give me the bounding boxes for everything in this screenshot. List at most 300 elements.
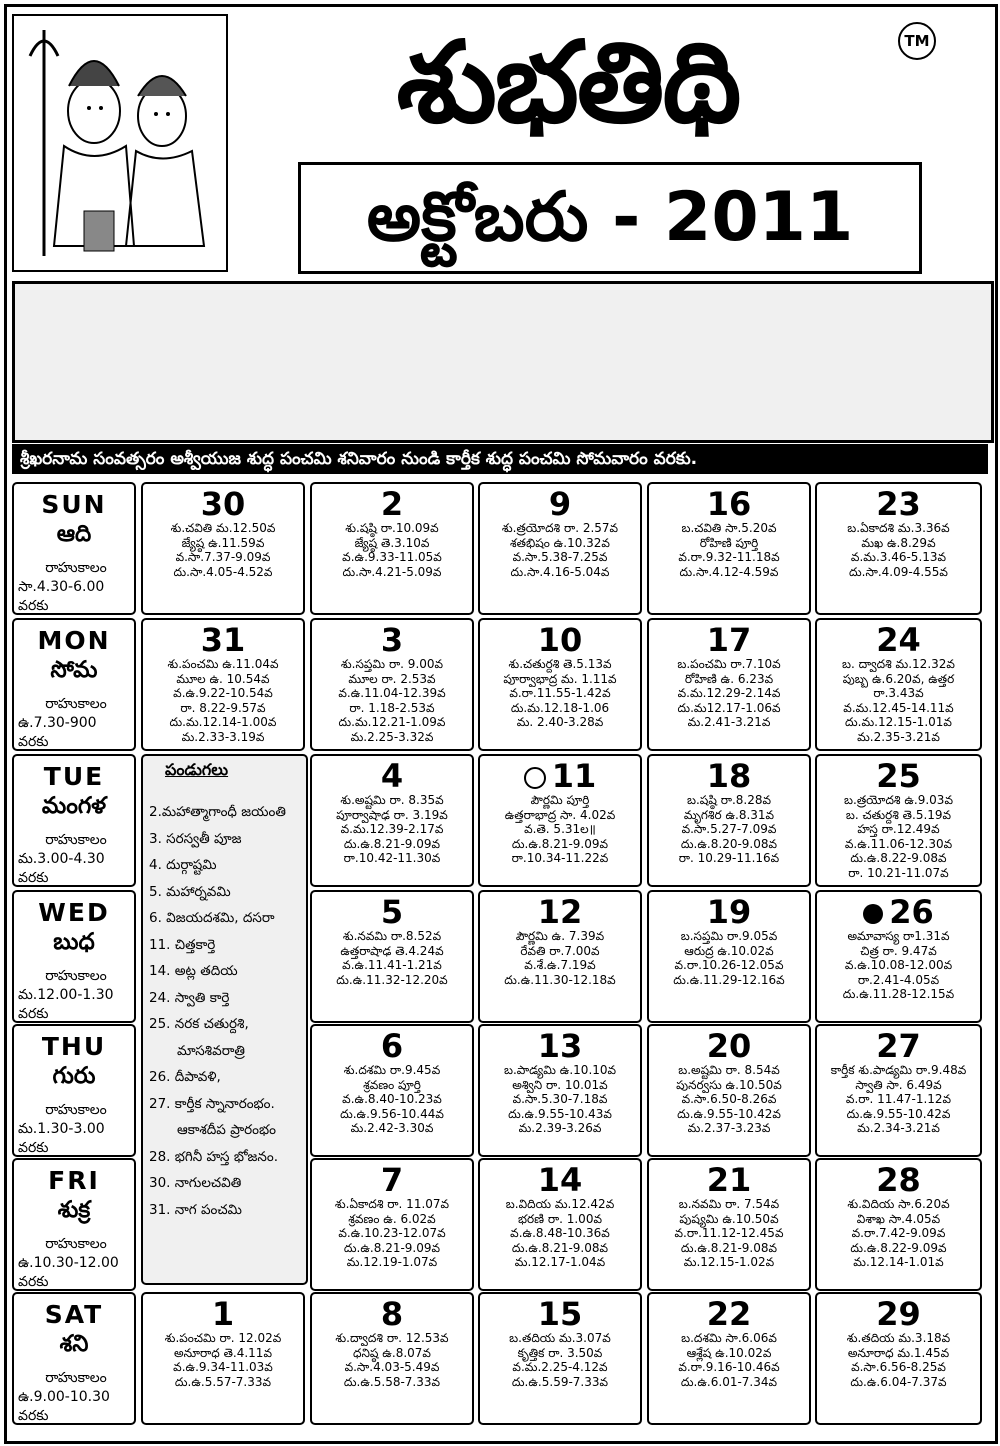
date-cell[interactable]	[647, 618, 811, 751]
rahukalam-label: రాహుకాలం	[45, 696, 107, 712]
rahukalam-time: సా.4.30-6.00	[18, 579, 105, 595]
date-cell[interactable]	[478, 890, 642, 1023]
panchang-line: అశ్విని రా. 10.01వ	[512, 1077, 608, 1092]
panchang-details	[817, 1063, 980, 1136]
date-number-text: 26	[889, 893, 934, 931]
panchang-line: రా. 10.29-11.16వ	[678, 851, 780, 865]
panchang-line: వ.ఉ.11.06-12.30వ	[844, 836, 953, 851]
date-number-text: 20	[706, 1027, 752, 1065]
panchang-line: వ.సా.6.56-8.25వ	[851, 1360, 946, 1374]
date-number-text: 24	[876, 621, 921, 659]
day-name-en: MON	[37, 626, 111, 655]
date-number-text: 4	[380, 757, 404, 795]
rahukalam-until: వరకు	[18, 1140, 49, 1156]
panchang-line: బ.అష్టమి రా. 8.54వ	[678, 1063, 780, 1077]
panchang-line: పౌర్ణమి పూర్తి	[530, 793, 590, 807]
panchang-line: దు.ఉ.6.04-7.37వ	[850, 1374, 947, 1389]
panchang-line: దు.ఉ.11.30-12.18వ	[504, 972, 616, 987]
panchang-line: రేవతి రా.7.00వ	[520, 943, 600, 958]
panchang-line: శు.షష్ఠి రా.10.09వ	[345, 521, 439, 535]
panchang-line: మ. 2.40-3.28వ	[516, 715, 604, 729]
panchang-line: దు.ఉ.8.22-9.08వ	[850, 851, 947, 865]
date-cell[interactable]	[310, 482, 474, 615]
panchang-details	[312, 657, 472, 744]
panchang-line: మ.12.15-1.02వ	[683, 1255, 775, 1269]
panchang-line: వ.ఉ.11.41-1.21వ	[342, 958, 442, 972]
festival-item: 28. భగినీ హస్త భోజనం.	[149, 1148, 279, 1165]
date-number	[480, 487, 640, 521]
festival-item: 27. కార్తీక స్నానారంభం.	[149, 1095, 275, 1112]
date-number	[649, 759, 809, 793]
panchang-line: దు.ఉ.8.21-9.09వ	[343, 836, 441, 851]
date-number-text: 5	[380, 893, 404, 931]
rahukalam-label: రాహుకాలం	[45, 560, 107, 576]
panchang-details	[480, 1331, 640, 1389]
rahukalam-time: మ.1.30-3.00	[18, 1121, 105, 1137]
panchang-line: ఆశ్లేష ఉ.10.02వ	[686, 1345, 772, 1360]
date-cell[interactable]	[310, 754, 474, 887]
date-number-text: 16	[706, 485, 752, 523]
date-number-text: 7	[380, 1161, 404, 1199]
panchang-line: దు.ఉ.11.28-12.15వ	[842, 987, 955, 1001]
date-cell[interactable]	[310, 618, 474, 751]
date-number-text: 18	[706, 757, 752, 795]
panchang-line: మ.12.19-1.07వ	[346, 1255, 438, 1269]
day-name-en: TUE	[43, 762, 105, 791]
panchang-line: వ.ఉ.10.08-12.00వ	[844, 958, 953, 972]
brand-title: శుభతిథి	[396, 18, 740, 148]
date-number-text: 23	[876, 485, 921, 523]
panchang-line: దు.సా.4.21-5.09వ	[342, 564, 442, 579]
date-number	[480, 1029, 640, 1063]
date-cell[interactable]	[815, 1292, 982, 1425]
rahukalam-until: వరకు	[18, 1006, 49, 1022]
panchang-line: వ.ఉ.9.34-11.03వ	[173, 1360, 273, 1374]
panchang-line: దు.మ.12.18-1.06	[510, 700, 610, 715]
date-number	[143, 487, 303, 521]
panchang-line: వ.సా.7.37-9.09వ	[175, 550, 271, 564]
panchang-line: వ.రా. 11.47-1.12వ	[845, 1092, 952, 1106]
rahukalam-block	[14, 1101, 134, 1157]
panchang-details	[817, 929, 980, 1002]
panchang-line: చిత్ర రా. 9.47వ	[860, 943, 937, 958]
date-cell[interactable]	[141, 482, 305, 615]
panchang-line: వ.రా.9.32-11.18వ	[678, 550, 780, 564]
date-number	[312, 623, 472, 657]
panchang-line: వ.ఉ.9.33-11.05వ	[342, 550, 442, 564]
date-number	[649, 623, 809, 657]
panchang-details	[312, 929, 472, 987]
date-number-text: 11	[551, 757, 597, 795]
panchang-line: దు.ఉ.8.20-9.08వ	[680, 836, 778, 851]
date-number	[817, 623, 980, 657]
panchang-line: దు.ఉ.8.21-9.08వ	[511, 1240, 609, 1255]
panchang-line: మ.2.25-3.32వ	[350, 729, 434, 744]
date-cell[interactable]	[310, 890, 474, 1023]
date-number	[817, 1163, 980, 1197]
amavasya-moon-icon	[863, 904, 883, 924]
panchang-line: దు.ఉ.5.58-7.33వ	[343, 1374, 441, 1389]
panchang-line: వ.మ.2.25-4.12వ	[512, 1360, 608, 1374]
date-number-text: 8	[380, 1295, 404, 1333]
date-cell[interactable]	[478, 618, 642, 751]
panchang-line: మూల రా. 2.53వ	[348, 671, 436, 686]
ad-placeholder-box	[12, 281, 994, 443]
panchang-line: పూర్వాభాద్ర మ. 1.11వ	[503, 671, 617, 686]
rahukalam-time: ఉ.10.30-12.00	[18, 1255, 119, 1271]
panchang-line: వ.రా.10.26-12.05వ	[674, 958, 784, 972]
date-cell[interactable]	[815, 754, 982, 887]
panchang-line: బ.పంచమి రా.7.10వ	[677, 657, 781, 671]
panchang-line: వ.మ.12.29-2.14వ	[677, 686, 781, 700]
date-number	[480, 759, 640, 793]
date-number	[817, 1029, 980, 1063]
panchang-line: బ. ద్వాదశి మ.12.32వ	[842, 657, 955, 671]
panchang-line: దు.మ.12.15-1.01వ	[845, 715, 952, 729]
festival-item: 25. నరక చతుర్దశి,	[149, 1016, 249, 1032]
panchang-line: దు.మ12.17-1.06వ	[677, 700, 781, 715]
panchang-line: శు.ఏకాదశి రా. 11.07వ	[334, 1197, 450, 1211]
panchang-line: పుబ్బ ఉ.6.20వ, ఉత్తర రా.3.43వ	[842, 671, 955, 700]
panchang-line: వ.ఉ.10.23-12.07వ	[338, 1226, 446, 1240]
rahukalam-label: రాహుకాలం	[45, 832, 107, 848]
panchang-details	[480, 929, 640, 987]
date-number	[480, 623, 640, 657]
panchang-line: వ.రా.11.12-12.45వ	[674, 1226, 784, 1240]
festival-item: 14. అట్ల తదియ	[149, 963, 238, 979]
date-number	[649, 1297, 809, 1331]
panchang-line: వ.సా.5.38-7.25వ	[512, 550, 608, 564]
rahukalam-block	[14, 1235, 134, 1291]
rahukalam-block	[14, 1369, 134, 1425]
festival-item: 31. నాగ పంచమి	[149, 1201, 242, 1218]
date-number-text: 6	[380, 1027, 404, 1065]
date-number	[817, 895, 980, 929]
date-cell[interactable]	[141, 1292, 305, 1425]
day-header-wed	[12, 890, 136, 1023]
festival-item: 24. స్వాతి కార్తె	[149, 989, 230, 1006]
panchang-line: వ.సా.5.27-7.09వ	[681, 822, 777, 836]
date-number	[312, 1029, 472, 1063]
panchang-details	[817, 1331, 980, 1389]
festival-item: 3. సరస్వతీ పూజ	[149, 830, 242, 847]
date-number	[312, 1297, 472, 1331]
festivals-box	[141, 754, 308, 1285]
date-number-text: 1	[211, 1295, 235, 1333]
panchang-line: దు.సా.4.12-4.59వ	[679, 564, 779, 579]
panchang-line: బ.చవితి సా.5.20వ	[681, 521, 777, 535]
panchang-line: భరణి రా. 1.00వ	[518, 1211, 602, 1226]
panchang-line: వ.సా.6.50-8.26వ	[681, 1092, 777, 1106]
date-number-text: 27	[876, 1027, 921, 1065]
date-number	[817, 1297, 980, 1331]
date-number	[480, 1163, 640, 1197]
date-number-text: 28	[876, 1161, 921, 1199]
date-number-text: 19	[706, 893, 752, 931]
panchang-line: దు.ఉ.9.56-10.44వ	[340, 1106, 444, 1121]
panchang-line: ఆరుద్ర ఉ.10.02వ	[684, 943, 774, 958]
date-cell[interactable]	[647, 1024, 811, 1157]
panchang-line: వ.తె. 5.31ల॥	[524, 822, 596, 836]
date-cell[interactable]	[478, 1024, 642, 1157]
panchang-details	[143, 1331, 303, 1389]
date-cell[interactable]	[310, 1158, 474, 1291]
panchang-line: బ.తదియ మ.3.07వ	[509, 1331, 611, 1345]
panchang-details	[143, 521, 303, 579]
panchang-line: వ.సా.5.30-7.18వ	[512, 1092, 608, 1106]
panchang-line: మ.2.33-3.19వ	[181, 729, 265, 744]
rahukalam-time: ఉ.7.30-900	[18, 715, 97, 731]
rahukalam-block	[14, 695, 134, 751]
panchang-line: ఉత్తరాభాద్ర సా. 4.02వ	[504, 807, 616, 822]
day-name-te: ఆది	[56, 521, 92, 547]
day-header-thu	[12, 1024, 136, 1157]
panchang-details	[649, 657, 809, 730]
panchang-details	[649, 1197, 809, 1270]
date-number-text: 13	[537, 1027, 583, 1065]
shiva-parvati-image	[12, 14, 228, 272]
panchang-details	[312, 1063, 472, 1136]
date-number-text: 22	[706, 1295, 752, 1333]
panchang-line: మ.2.37-3.23వ	[687, 1121, 771, 1135]
panchang-line: రోహిణి ఉ. 6.23వ	[684, 671, 774, 686]
day-name-te: గురు	[52, 1063, 96, 1089]
date-cell[interactable]	[478, 1292, 642, 1425]
panchang-line: వ.మ.12.39-2.17వ	[340, 822, 444, 836]
date-number-text: 31	[200, 621, 246, 659]
date-cell[interactable]	[647, 482, 811, 615]
panchang-details	[817, 521, 980, 579]
panchang-line: విశాఖ సా.4.05వ	[856, 1211, 941, 1226]
date-number	[312, 1163, 472, 1197]
panchang-line: రా.2.41-4.05వ	[857, 972, 940, 987]
panchang-line: వ.సా.4.03-5.49వ	[344, 1360, 440, 1374]
trademark-badge: TM	[898, 22, 936, 60]
panchang-line: మూల ఉ. 10.54వ	[176, 671, 270, 686]
panchang-line: రా.10.34-11.22వ	[511, 851, 609, 865]
panchang-details	[312, 793, 472, 866]
date-number	[649, 1029, 809, 1063]
panchang-line: శు.పంచమి ఉ.11.04వ	[167, 657, 279, 671]
panchang-line: శు.దశమి రా.9.45వ	[343, 1063, 441, 1077]
panchang-line: దు.ఉ.8.22-9.09వ	[850, 1240, 947, 1255]
date-number	[480, 895, 640, 929]
panchang-line: పూర్వాషాఢ రా. 3.19వ	[336, 807, 448, 822]
panchang-line: ఉత్తరాషాఢ తె.4.24వ	[340, 943, 444, 958]
day-name-te: శుక్ర	[57, 1197, 91, 1223]
panchang-line: దు.ఉ.11.29-12.16వ	[673, 972, 785, 987]
date-number	[143, 1297, 303, 1331]
rahukalam-label: రాహుకాలం	[45, 1370, 107, 1386]
festival-item: 4. దుర్గాష్టమి	[149, 857, 217, 873]
panchang-line: మ.2.41-3.21వ	[687, 715, 771, 729]
day-header-sat	[12, 1292, 136, 1425]
panchang-line: బ.ఏకాదశి మ.3.36వ	[847, 521, 950, 535]
rahukalam-block	[14, 967, 134, 1023]
date-number	[817, 759, 980, 793]
panchang-line: దు.ఉ.9.55-10.43వ	[508, 1106, 612, 1121]
day-name-te: సోమ	[50, 657, 98, 683]
panchang-details	[649, 1063, 809, 1136]
panchang-line: రోహిణి పూర్తి	[699, 535, 759, 550]
panchang-details	[817, 1197, 980, 1270]
day-name-en: SAT	[44, 1300, 104, 1329]
panchang-details	[817, 793, 980, 880]
date-number-text: 3	[380, 621, 404, 659]
panchang-line: రా. 10.21-11.07వ	[848, 865, 949, 880]
panchang-line: మృగశిర ఉ.8.31వ	[683, 807, 775, 822]
panchang-line: వ.రా.9.16-10.46వ	[678, 1360, 780, 1374]
panchang-line: శు.పంచమి రా. 12.02వ	[164, 1331, 282, 1345]
festival-item: 30. నాగులచవితి	[149, 1175, 242, 1191]
panchang-line: వ.మ.3.46-5.13వ	[850, 550, 947, 564]
panchang-line: రా. 8.22-9.57వ	[180, 700, 266, 715]
rahukalam-block	[14, 559, 134, 615]
date-number-text: 30	[200, 485, 246, 523]
panchang-line: బ.విదియ మ.12.42వ	[505, 1197, 615, 1211]
date-number	[312, 487, 472, 521]
rahukalam-time: మ.3.00-4.30	[18, 851, 105, 867]
date-cell[interactable]	[647, 890, 811, 1023]
rahukalam-block	[14, 831, 134, 887]
date-number-text: 17	[706, 621, 752, 659]
panchang-line: శ్రవణం పూర్తి	[363, 1077, 421, 1092]
panchang-details	[649, 521, 809, 579]
panchang-line: వ.రా.7.42-9.09వ	[851, 1226, 946, 1240]
panchang-details	[480, 1197, 640, 1270]
date-cell[interactable]	[478, 482, 642, 615]
date-number-text: 12	[537, 893, 583, 931]
panchang-details	[480, 793, 640, 866]
panchang-line: మ.2.42-3.30వ	[350, 1121, 434, 1135]
panchang-line: బ. చతుర్దశి తె.5.19వ	[845, 807, 952, 822]
date-number	[143, 623, 303, 657]
panchang-line: అనూరాధ తె.4.11వ	[174, 1345, 272, 1360]
panchang-line: మ.2.35-3.21వ	[857, 729, 940, 744]
date-cell[interactable]	[815, 618, 982, 751]
day-name-te: బుధ	[53, 929, 95, 955]
panchang-line: అనూరాధ మ.1.45వ	[847, 1345, 950, 1360]
date-number	[649, 1163, 809, 1197]
date-cell[interactable]	[647, 1292, 811, 1425]
date-cell[interactable]	[478, 754, 642, 887]
date-cell[interactable]	[141, 618, 305, 751]
panchang-line: బ.సప్తమి రా.9.05వ	[680, 929, 778, 943]
panchang-line: ధనిష్ఠ ఉ.8.07వ	[353, 1345, 431, 1360]
panchang-line: వ.ఉ.11.04-12.39వ	[338, 686, 446, 700]
date-cell[interactable]	[478, 1158, 642, 1291]
date-number-text: 21	[706, 1161, 752, 1199]
rahukalam-label: రాహుకాలం	[45, 1102, 107, 1118]
rahukalam-time: ఉ.9.00-10.30	[18, 1389, 110, 1405]
panchang-line: శు.అష్టమి రా. 8.35వ	[340, 793, 444, 807]
rahukalam-time: మ.12.00-1.30	[18, 987, 114, 1003]
date-cell[interactable]	[310, 1024, 474, 1157]
panchang-line: పుష్యమి ఉ.10.50వ	[679, 1211, 779, 1226]
rahukalam-label: రాహుకాలం	[45, 968, 107, 984]
samvatsaram-strip: శ్రీఖరనామ సంవత్సరం అశ్వీయుజ శుద్ధ పంచమి శనివారం నుండి కార్తీక శుద్ధ పంచమి సోమవారం వరకు.	[12, 444, 988, 474]
panchang-details	[312, 1331, 472, 1389]
date-number	[649, 487, 809, 521]
date-cell[interactable]	[815, 890, 982, 1023]
panchang-line: రా.10.42-11.30వ	[343, 851, 441, 865]
day-name-en: WED	[38, 898, 110, 927]
date-number	[480, 1297, 640, 1331]
panchang-line: బ.త్రయోదశి ఉ.9.03వ	[844, 793, 953, 807]
date-cell[interactable]	[647, 754, 811, 887]
panchang-line: అమావాస్య రా1.31వ	[847, 929, 950, 943]
date-number-text: 14	[537, 1161, 583, 1199]
rahukalam-until: వరకు	[18, 870, 49, 886]
panchang-details	[649, 793, 809, 866]
day-header-sun	[12, 482, 136, 615]
panchang-line: స్వాతి సా. 6.49వ	[855, 1077, 942, 1092]
festivals-heading: పండుగలు	[165, 760, 229, 779]
panchang-line: శు.ద్వాదశి రా. 12.53వ	[335, 1331, 449, 1345]
panchang-line: వ.శే.ఉ.7.19వ	[524, 958, 596, 972]
rahukalam-until: వరకు	[18, 734, 49, 750]
date-cell[interactable]	[815, 482, 982, 615]
rahukalam-label: రాహుకాలం	[45, 1236, 107, 1252]
panchang-line: శ్రవణం ఉ. 6.02వ	[348, 1211, 436, 1226]
panchang-line: దు.సా.4.05-4.52వ	[173, 564, 273, 579]
panchang-line: బ.షష్ఠి రా.8.28వ	[686, 793, 772, 807]
date-cell[interactable]	[647, 1158, 811, 1291]
panchang-line: శు.సప్తమి రా. 9.00వ	[340, 657, 444, 671]
festivals-list	[149, 799, 300, 1223]
panchang-line: శతభిషం ఉ.10.32వ	[510, 535, 610, 550]
date-number	[312, 895, 472, 929]
day-header-tue	[12, 754, 136, 887]
panchang-line: దు.సా.4.16-5.04వ	[510, 564, 610, 579]
panchang-line: వ.ఉ.8.48-10.36వ	[510, 1226, 610, 1240]
panchang-line: మ.12.14-1.01వ	[853, 1255, 944, 1269]
panchang-line: మ.2.34-3.21వ	[857, 1121, 940, 1135]
festival-item: 5. మహార్నవమి	[149, 883, 231, 900]
date-number-text: 25	[876, 757, 921, 795]
date-cell[interactable]	[815, 1024, 982, 1157]
panchang-line: దు.ఉ.5.59-7.33వ	[511, 1374, 609, 1389]
panchang-line: పునర్వసు ఉ.10.50వ	[676, 1077, 782, 1092]
panchang-line: వ.ఉ.8.40-10.23వ	[342, 1092, 442, 1106]
date-cell[interactable]	[815, 1158, 982, 1291]
day-name-te: మంగళ	[41, 793, 107, 819]
panchang-line: దు.మ.12.14-1.00వ	[169, 715, 277, 729]
deity-illustration-icon	[14, 16, 222, 266]
panchang-line: శు.చవితి మ.12.50వ	[170, 521, 276, 535]
festival-item: 2.మహాత్మాగాంధీ జయంతి	[149, 804, 286, 820]
panchang-line: దు.మ.12.21-1.09వ	[338, 715, 446, 729]
panchang-line: దు.ఉ.8.21-9.08వ	[680, 1240, 778, 1255]
panchang-line: శు.నవమి రా.8.52వ	[342, 929, 442, 943]
panchang-line: దు.ఉ.9.55-10.42వ	[677, 1106, 781, 1121]
panchang-details	[143, 657, 303, 744]
panchang-details	[480, 521, 640, 579]
date-cell[interactable]	[310, 1292, 474, 1425]
panchang-line: దు.ఉ.8.21-9.09వ	[511, 836, 609, 851]
panchang-line: కార్తీక శు.పాడ్యమి రా.9.48వ	[830, 1063, 967, 1077]
panchang-line: బ.దశమి సా.6.06వ	[681, 1331, 777, 1345]
panchang-details	[649, 929, 809, 987]
panchang-line: దు.ఉ.8.21-9.09వ	[343, 1240, 441, 1255]
panchang-line: దు.సా.4.09-4.55వ	[849, 564, 948, 579]
panchang-line: శు.చతుర్దశి తె.5.13వ	[508, 657, 612, 671]
panchang-details	[312, 521, 472, 579]
panchang-details	[649, 1331, 809, 1389]
panchang-line: శు.తదియ మ.3.18వ	[846, 1331, 951, 1345]
panchang-line: వ.మ.12.45-14.11వ	[843, 700, 954, 715]
pournami-moon-icon	[524, 767, 546, 789]
